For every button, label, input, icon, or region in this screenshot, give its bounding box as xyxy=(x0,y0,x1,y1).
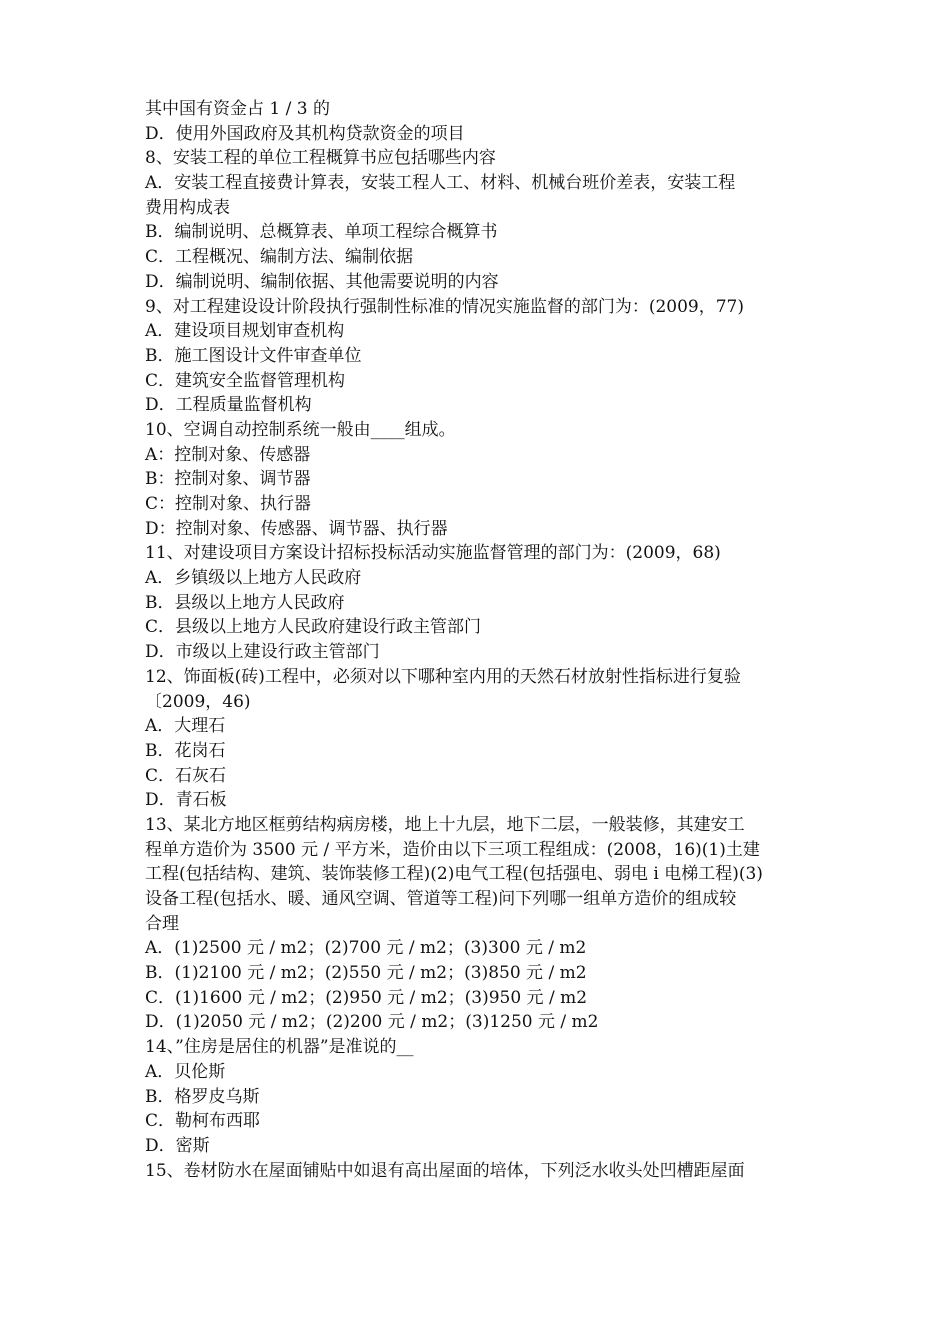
answer-option: D．密斯 xyxy=(145,1135,210,1156)
answer-option: B．格罗皮乌斯 xyxy=(145,1086,260,1107)
answer-option: A．贝伦斯 xyxy=(145,1061,226,1082)
answer-option: D．(1)2050 元 / m2；(2)200 元 / m2；(3)1250 元 / m2 xyxy=(145,1012,599,1033)
answer-option: A．乡镇级以上地方人民政府 xyxy=(145,568,362,589)
answer-option: A．安装工程直接费计算表，安装工程人工、材料、机械台班价差表，安装工程 xyxy=(145,173,736,194)
answer-option: D：控制对象、传感器、调节器、执行器 xyxy=(145,518,448,539)
answer-option: B：控制对象、调节器 xyxy=(145,469,311,490)
text-line: 程单方造价为 3500 元 / 平方米，造价由以下三项工程组成：(2008，16)(1)土建 xyxy=(145,839,760,860)
text-line: 其中国有资金占 1 / 3 的 xyxy=(145,99,330,119)
question-text: 12、饰面板(砖)工程中，必须对以下哪种室内用的天然石材放射性指标进行复验 xyxy=(145,666,741,687)
answer-option: A．(1)2500 元 / m2；(2)700 元 / m2；(3)300 元 / m2 xyxy=(145,938,587,959)
question-text: 15、卷材防水在屋面铺贴中如退有高出屋面的培体，下列泛水收头处凹槽距屋面 xyxy=(145,1160,745,1181)
answer-option: B．施工图设计文件审查单位 xyxy=(145,345,362,366)
answer-option: C．县级以上地方人民政府建设行政主管部门 xyxy=(145,617,482,638)
answer-option: C．建筑安全监督管理机构 xyxy=(145,370,346,391)
question-text: 11、对建设项目方案设计招标投标活动实施监督管理的部门为：(2009，68) xyxy=(145,543,721,564)
question-text: 13、某北方地区框剪结构病房楼，地上十九层，地下二层，一般装修，其建安工 xyxy=(145,814,745,835)
answer-option: C．(1)1600 元 / m2；(2)950 元 / m2；(3)950 元 / m2 xyxy=(145,987,588,1008)
text-line: 工程(包括结构、建筑、装饰装修工程)(2)电气工程(包括强电、弱电 i 电梯工程)(3) xyxy=(145,864,763,885)
question-text: 9、对工程建设设计阶段执行强制性标准的情况实施监督的部门为：(2009，77) xyxy=(145,296,744,317)
answer-option: D．使用外国政府及其机构贷款资金的项目 xyxy=(145,123,465,144)
answer-option: C：控制对象、执行器 xyxy=(145,494,312,514)
answer-option: B．(1)2100 元 / m2；(2)550 元 / m2；(3)850 元 / m2 xyxy=(145,963,587,984)
answer-option: B．花岗石 xyxy=(145,740,226,761)
answer-option: C．勒柯布西耶 xyxy=(145,1111,261,1132)
question-text: 10、空调自动控制系统一般由____组成。 xyxy=(145,419,456,440)
question-text: 8、安装工程的单位工程概算书应包括哪些内容 xyxy=(145,148,496,169)
text-line: 费用构成表 xyxy=(145,197,230,218)
answer-option: A：控制对象、传感器 xyxy=(145,444,311,465)
answer-option: C．工程概况、编制方法、编制依据 xyxy=(145,247,414,268)
answer-option: B．编制说明、总概算表、单项工程综合概算书 xyxy=(145,222,498,243)
answer-option: D．工程质量监督机构 xyxy=(145,395,312,416)
answer-option: D．市级以上建设行政主管部门 xyxy=(145,642,380,663)
text-line: 设备工程(包括水、暖、通风空调、管道等工程)问下列哪一组单方造价的组成较 xyxy=(145,889,737,909)
question-text: 14、”住房是居住的机器”是准说的__ xyxy=(145,1037,414,1058)
text-line: 合理 xyxy=(145,913,179,934)
answer-option: A．大理石 xyxy=(145,716,226,737)
text-line: 〔2009，46) xyxy=(145,691,251,712)
answer-option: D．青石板 xyxy=(145,790,227,811)
answer-option: A．建设项目规划审查机构 xyxy=(145,321,345,342)
document-body xyxy=(145,97,821,1183)
answer-option: B．县级以上地方人民政府 xyxy=(145,592,345,613)
answer-option: D．编制说明、编制依据、其他需要说明的内容 xyxy=(145,271,499,292)
answer-option: C．石灰石 xyxy=(145,765,227,786)
